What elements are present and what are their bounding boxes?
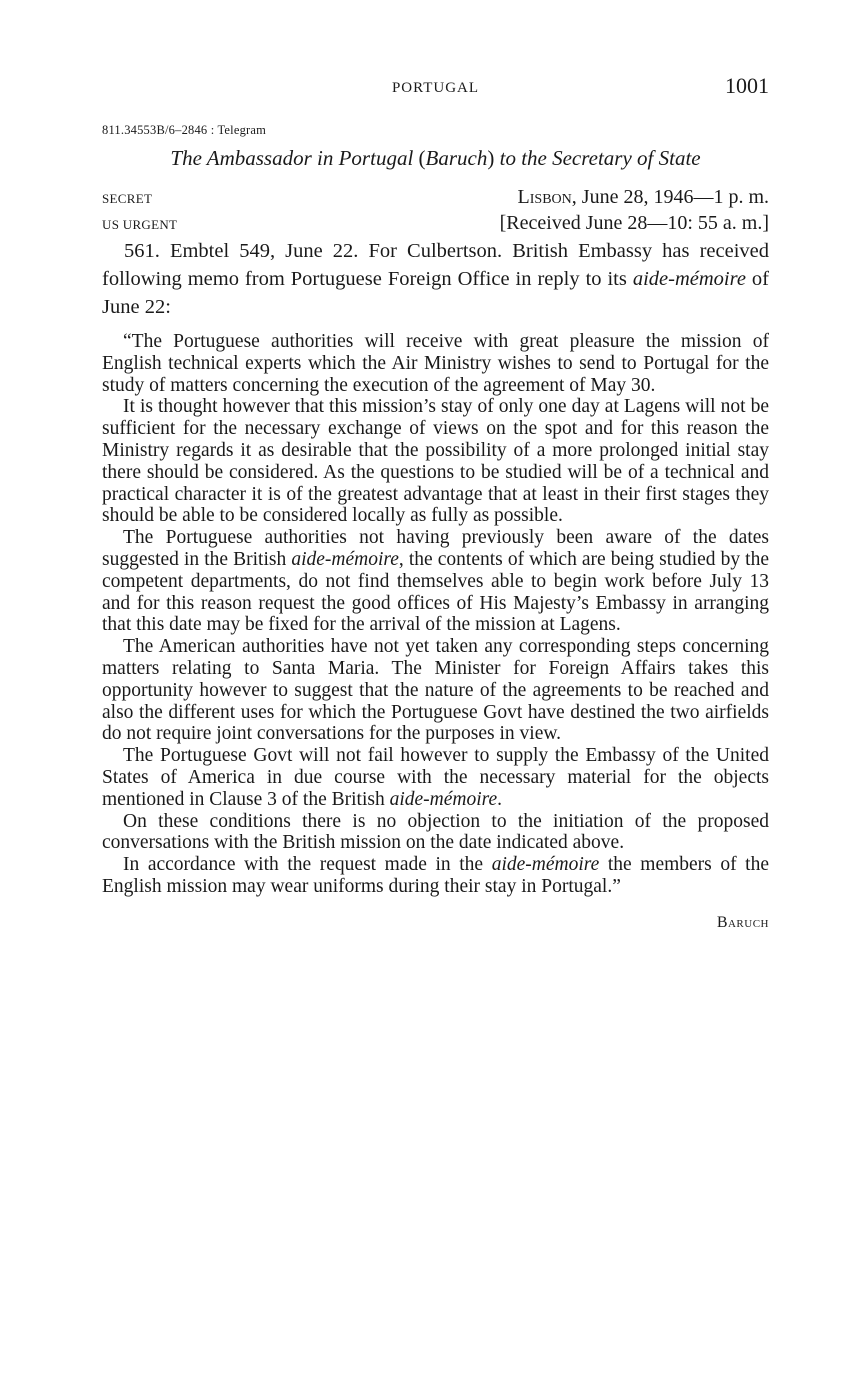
memo-p5-after: . [497, 788, 503, 810]
memo-p7-after: the members of the English mission may wear uniforms during their stay in Portugal.” [102, 854, 770, 897]
file-reference: 811.34553B/6–2846 : Telegram [102, 123, 267, 137]
title-part-2: to the Secretary of State [494, 146, 701, 170]
priority-label: US URGENT [102, 217, 178, 232]
title-sender-name: Baruch [425, 146, 488, 170]
memo-p7-before: In accordance with the request made in the [123, 854, 492, 876]
intro-paragraph [102, 237, 769, 321]
signature: Baruch [716, 913, 769, 931]
document-page [102, 70, 769, 932]
running-title: PORTUGAL [391, 80, 480, 96]
received-line: [Received June 28—10: 55 a. m.] [499, 212, 769, 234]
dateline-date: , June 28, 1946—1 p. m. [571, 186, 769, 208]
memo-p5-before: The Portuguese Govt will not fail however to supply the Embassy of the United States of America in due course with the necessary material for the objects mentioned in Clause 3 of the British [102, 745, 769, 810]
memo-p3-before: The Portuguese authorities not having previously been aware of the dates suggested in the British [102, 527, 769, 570]
memo-p5-term: aide-mémoire [389, 788, 498, 810]
title-paren-close: ) [487, 146, 495, 170]
memo-p3-term: aide-mémoire [291, 548, 399, 570]
running-header [102, 70, 769, 104]
intro-term: aide-mémoire [632, 268, 746, 290]
page-number: 1001 [725, 73, 769, 98]
memo-paragraph-3 [102, 527, 769, 636]
memo-p3-after: , the contents of which are being studied by the competent departments, do not find themselves able to begin work before July 13 and for this reason request the good offices of His Majesty’s Embassy in arranging that this date may be fixed for the arrival of the mission at Lagens. [102, 548, 770, 636]
memo-paragraph-1: “The Portuguese authorities will receive with great pleasure the mission of English technical experts which the Air Ministry wishes to send to Portugal for the study of matters concerning the execution of the agreement of May 30. [102, 331, 769, 396]
document-title [102, 144, 769, 172]
memo-p7-term: aide-mémoire [491, 854, 600, 876]
intro-text-before: 561. Embtel 549, June 22. For Culbertson. British Embassy has received following memo from Portuguese Foreign Office in reply to its [102, 240, 769, 290]
meta-row-priority [102, 211, 769, 237]
memo-quote [102, 331, 769, 898]
dateline [518, 185, 769, 210]
title-paren-open: ( [418, 146, 426, 170]
intro-text-after: of June 22: [102, 268, 769, 318]
title-part-1: The Ambassador in Portugal [170, 146, 419, 170]
memo-paragraph-4: The American authorities have not yet taken any corresponding steps concerning matters relating to Santa Maria. The Minister for Foreign Affairs takes this opportunity however to suggest that the nature of the agreements to be reached and also the different uses for which the Portuguese Govt have destined the two airfields do not require joint conversations for the purposes in view. [102, 636, 769, 745]
memo-paragraph-5 [102, 745, 769, 810]
memo-paragraph-2: It is thought however that this mission’s stay of only one day at Lagens will not be sufficient for the necessary exchange of views on the spot and for this reason the Ministry regards it as desirable that the possibility of a more prolonged initial stay there should be considered. As the questions to be studied will be of a technical and practical character it is of the greatest advantage that at least in their first stages they should be able to be considered locally as fully as possible. [102, 396, 769, 527]
classification-label: SECRET [102, 191, 153, 206]
dateline-place: Lisbon [517, 186, 572, 208]
memo-paragraph-7 [102, 854, 769, 898]
memo-paragraph-6: On these conditions there is no objection to the initiation of the proposed conversations with the British mission on the date indicated above. [102, 810, 769, 854]
meta-row-classification [102, 185, 769, 211]
